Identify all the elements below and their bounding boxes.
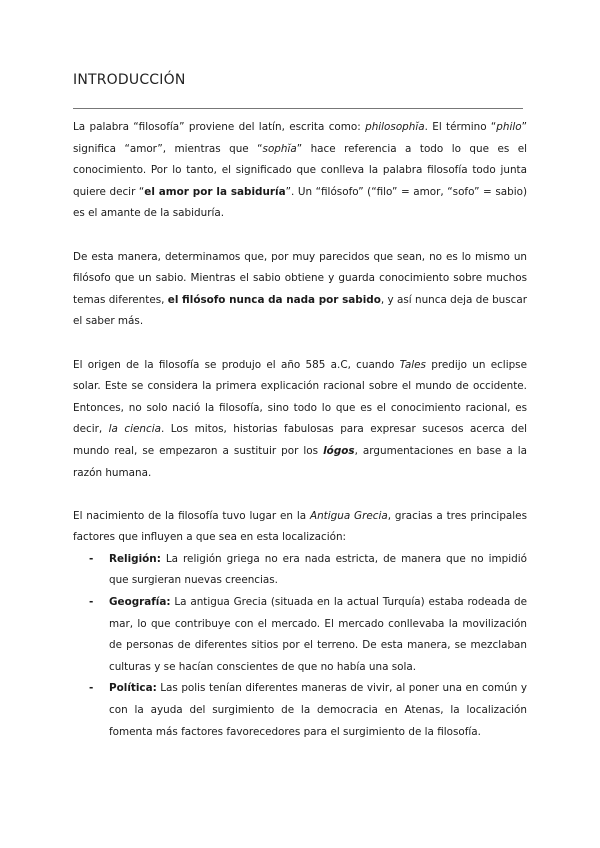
term-antigua-grecia: Antigua Grecia	[309, 509, 388, 522]
list-bullet: -	[89, 552, 94, 565]
emphasis-amor-sabiduria: el amor por la sabiduría	[144, 185, 286, 198]
term-ciencia: la ciencia	[108, 423, 161, 436]
paragraph-filosofo-sabio: De esta manera, determinamos que, por muy parecidos que sean, no es lo mismo un filósofo que un sabio. Mientras el sabio obtiene y guarda conocimiento sobre muchos temas diferentes, el filósofo nunca da nada por sabido, y así nunca deja de buscar el saber más.	[73, 250, 528, 328]
paragraph-nacimiento: El nacimiento de la filosofía tuvo lugar en la Antigua Grecia, gracias a tres principales factores que influyen a que sea en esta localización:	[73, 509, 527, 544]
term-tales: Tales	[399, 358, 426, 371]
list-item-text: Las polis tenían diferentes maneras de vivir, al poner una en común y con la ayuda del surgimiento de la democracia en Atenas, la localización fomenta más factores favorecedores para el surgimiento de la filosofía.	[109, 682, 527, 738]
list-item-text: La religión griega no era nada estricta, de manera que no impidió que surgieran nuevas creencias.	[109, 552, 527, 587]
list-item	[73, 678, 527, 743]
list-item-term: Geografía:	[109, 596, 171, 609]
paragraph-origen: El origen de la filosofía se produjo el año 585 a.C, cuando Tales predijo un eclipse solar. Este se considera la primera explicación racional sobre el mundo de occidente. Entonces, no solo nació la filosofía, sino todo lo que es el conocimiento racional, es decir, la ciencia. Los mitos, historias fabulosas para expresar sucesos acerca del mundo real, se empezaron a sustituir por los lógos, argumentaciones en base a la razón humana.	[73, 358, 527, 479]
list-item-term: Política:	[109, 682, 157, 695]
term-philo: philo	[496, 121, 522, 133]
list-item	[73, 592, 527, 678]
document-body	[73, 117, 527, 743]
list-item	[73, 549, 527, 592]
paragraph-etymology: La palabra “filosofía” proviene del latín, escrita como: philosophĭa. El término “philo” significa “amor”, mientras que “sophĭa” hace referencia a todo lo que es el conocimiento. Por lo tanto, el significado que conlleva la palabra filosofía todo junta quiere decir “el amor por la sabiduría”. Un “filósofo” (“filo” = amor, “sofo” = sabio) es el amante de la sabiduría.	[73, 121, 527, 220]
title-divider	[73, 108, 523, 109]
list-bullet: -	[89, 596, 94, 609]
list-item-term: Religión:	[109, 552, 161, 565]
term-logos: lógos	[323, 444, 355, 457]
list-bullet: -	[89, 682, 94, 695]
factors-list	[73, 549, 527, 743]
term-sophia: sophĭa	[262, 142, 297, 155]
emphasis-nada-por-sabido: el filósofo nunca da nada por sabido	[167, 293, 381, 306]
term-philosophia: philosophĭa	[365, 121, 425, 133]
page-title: INTRODUCCIÓN	[73, 72, 186, 88]
list-item-text: La antigua Grecia (situada en la actual Turquía) estaba rodeada de mar, lo que contribuye con el mercado. El mercado conllevaba la movilización de personas de diferentes sitios por el terreno. De esta manera, se mezclaban culturas y se hacían conscientes de que no había una sola.	[109, 596, 527, 673]
